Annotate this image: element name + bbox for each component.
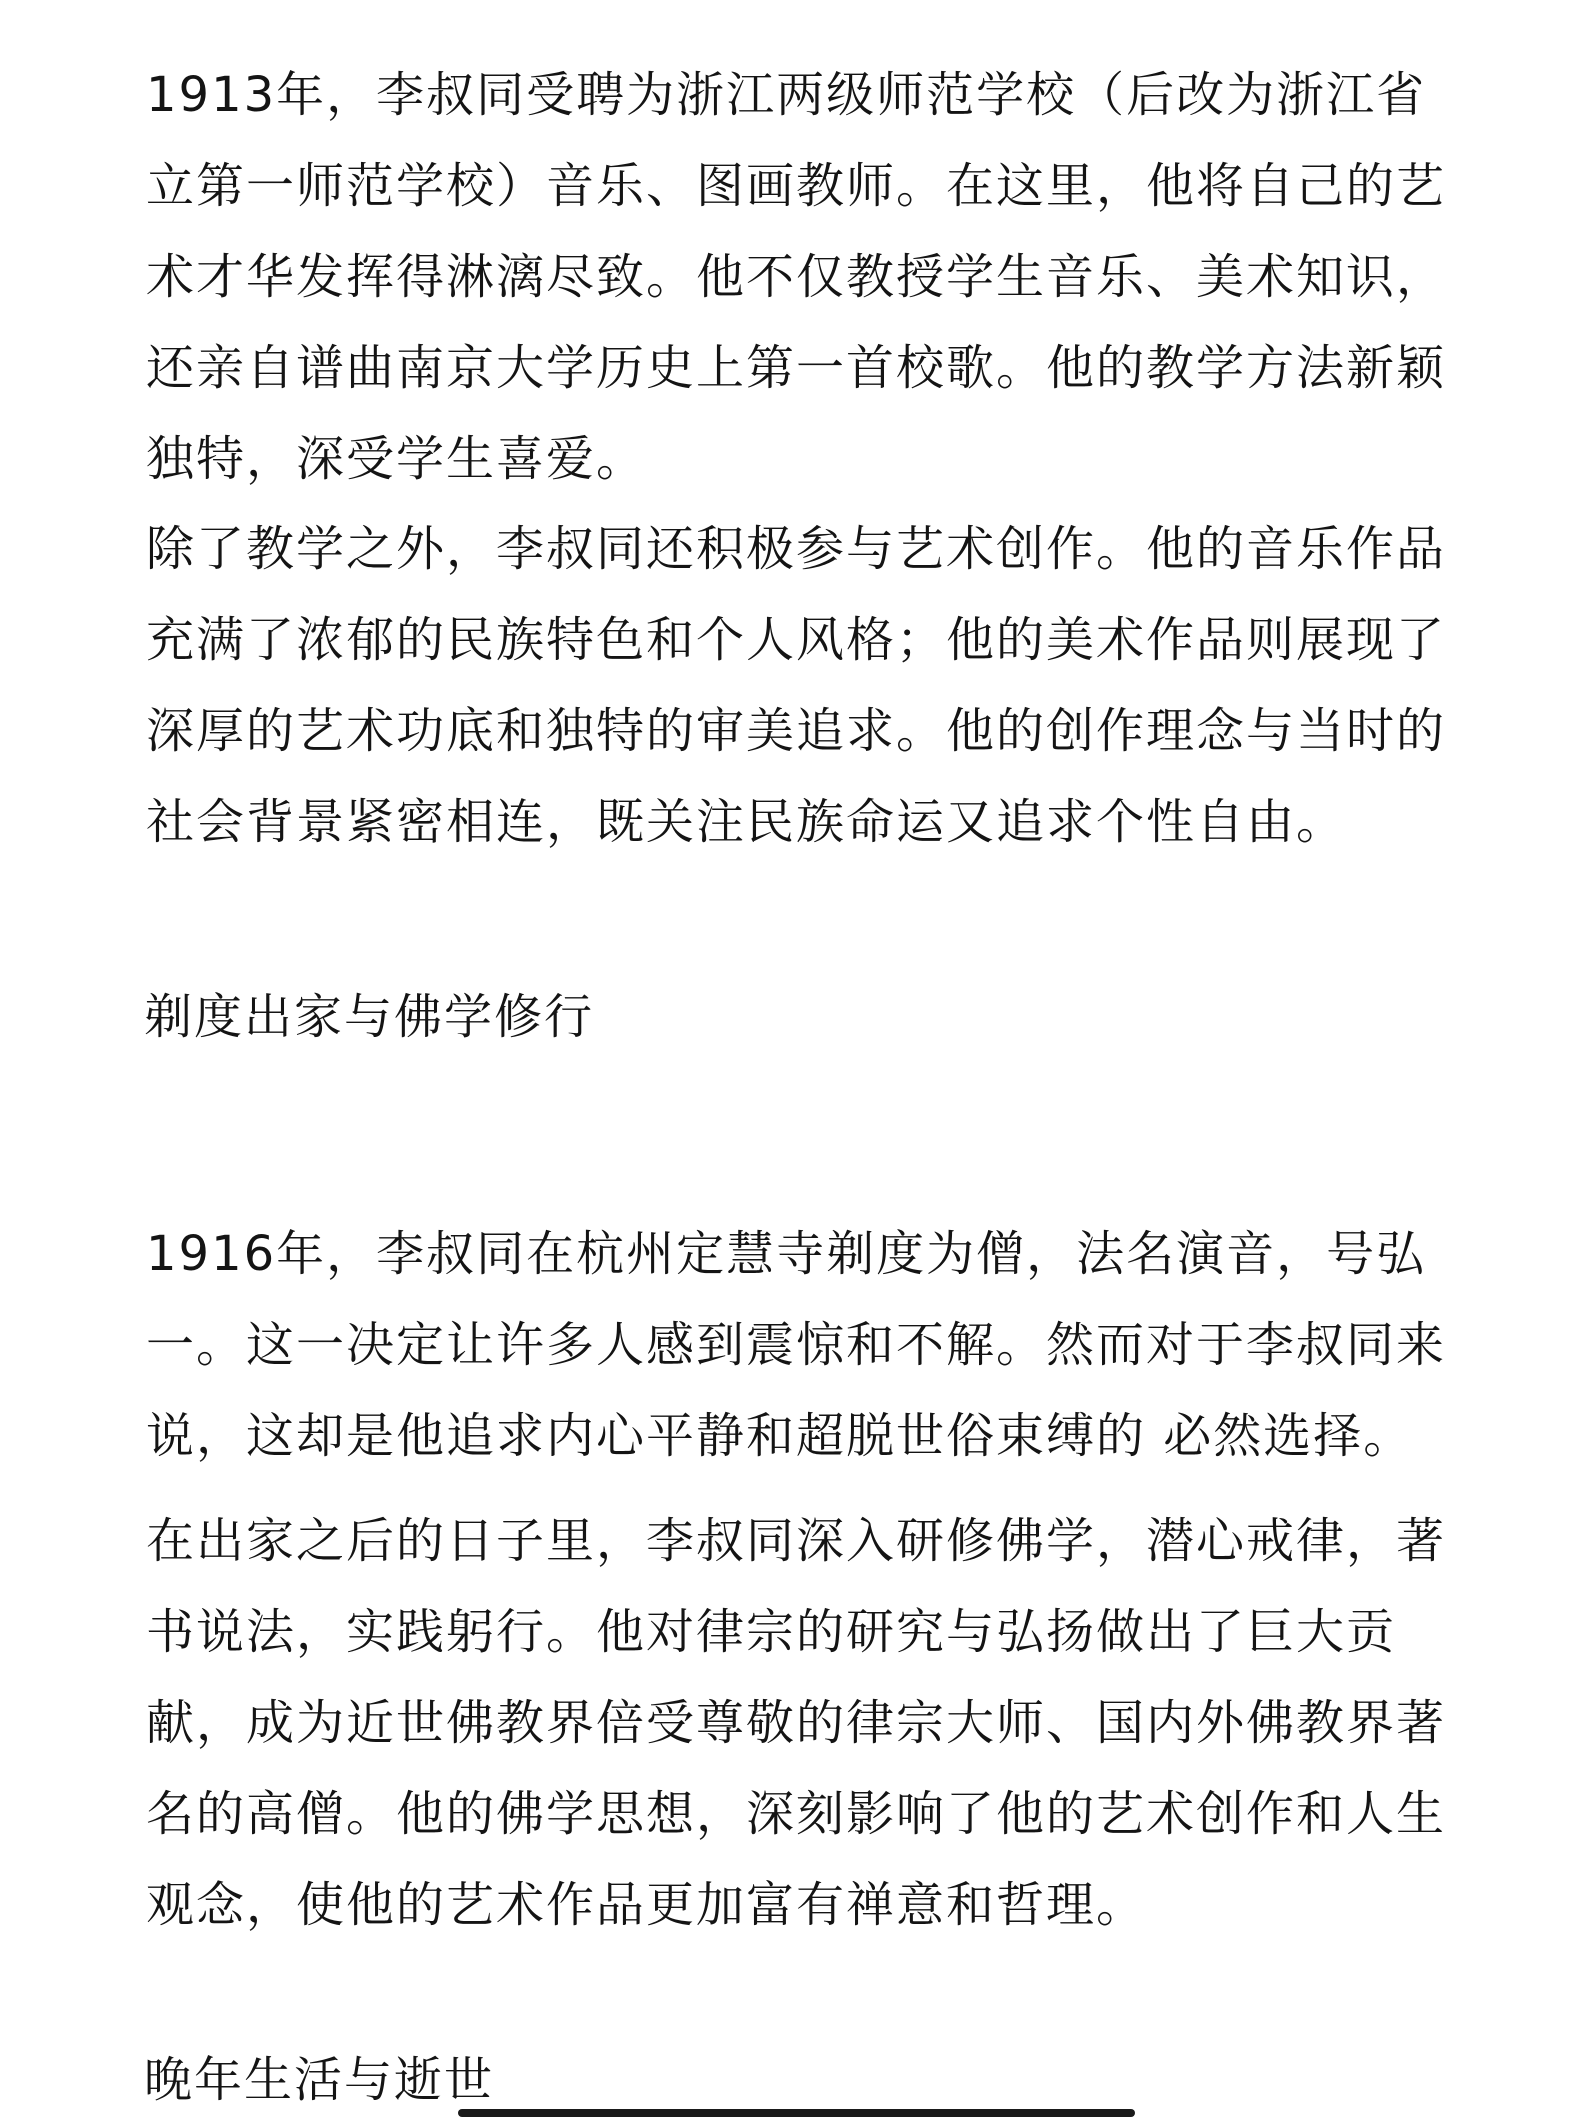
paragraph-teaching-career: 1913年，李叔同受聘为浙江两级师范学校（后改为浙江省立第一师范学校）音乐、图画教师。在这里，他将自己的艺术才华发挥得淋漓尽致。他不仅教授学生音乐、美术知识，还亲自谱曲南京大学历史上第一首校歌。他的教学方法新颖独特，深受学生喜爱。 bbox=[146, 67, 1447, 487]
paragraph-buddhist-practice: 在出家之后的日子里，李叔同深入研修佛学，潜心戒律，著书说法，实践躬行。他对律宗的研究与弘扬做出了巨大贡献，成为近世佛教界倍受尊敬的律宗大师、国内外佛教界著名的高僧。他的佛学思想，深刻影响了他的艺术创作和人生观念，使他的艺术作品更加富有禅意和哲理。 bbox=[146, 1513, 1447, 1933]
paragraph-art-creation: 除了教学之外，李叔同还积极参与艺术创作。他的音乐作品充满了浓郁的民族特色和个人风格；他的美术作品则展现了深厚的艺术功底和独特的审美追求。他的创作理念与当时的社会背景紧密相连，既关注民族命运又追求个性自由。 bbox=[146, 521, 1447, 850]
paragraph-ordination: 1916年，李叔同在杭州定慧寺剃度为僧，法名演音，号弘一。这一决定让许多人感到震惊和不解。然而对于李叔同来说，这却是他追求内心平静和超脱世俗束缚的 必然选择。 bbox=[146, 1226, 1447, 1464]
section-heading-late-life: 晚年生活与逝世 bbox=[144, 2052, 495, 2108]
home-indicator-bar[interactable] bbox=[458, 2109, 1135, 2117]
section-heading-ordination: 剃度出家与佛学修行 bbox=[144, 989, 595, 1045]
